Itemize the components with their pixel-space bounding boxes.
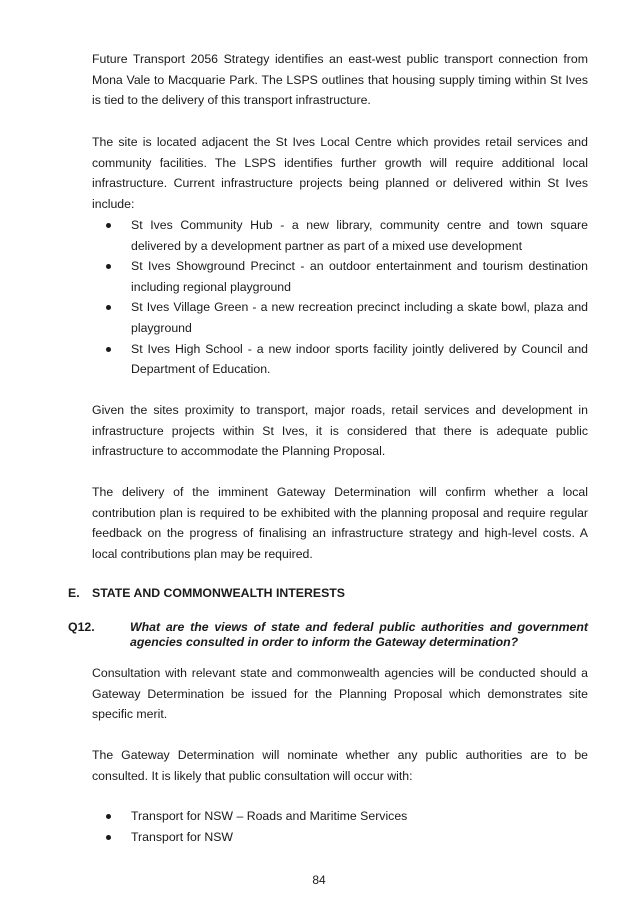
- agencies-list: [92, 806, 588, 847]
- list-item: St Ives Showground Precinct - an outdoor entertainment and tourism destination including regional playground: [92, 256, 588, 297]
- page-number: 84: [312, 873, 326, 887]
- section-heading: [68, 584, 345, 602]
- list-item: Transport for NSW: [92, 827, 588, 848]
- question-number: Q12.: [68, 620, 95, 634]
- paragraph-public-authorities: The Gateway Determination will nominate whether any public authorities are to be consulted. It is likely that public consultation will occur with:: [92, 748, 588, 783]
- list-item: St Ives Village Green - a new recreation precinct including a skate bowl, plaza and playground: [92, 297, 588, 338]
- section-letter: E.: [68, 586, 80, 600]
- paragraph-site-location: The site is located adjacent the St Ives Local Centre which provides retail services and community facilities. The LSPS identifies further growth will require additional local infrastructure. Current infrastructure projects being planned or delivered within St Ives include:: [92, 135, 588, 211]
- question-text: What are the views of state and federal public authorities and government agencies consulted in order to inform the Gateway determination?: [130, 620, 588, 649]
- paragraph-adequate-infrastructure: Given the sites proximity to transport, major roads, retail services and development in infrastructure projects within St Ives, it is considered that there is adequate public infrastructure to accommodate the Planning Proposal.: [92, 403, 588, 459]
- section-title: STATE AND COMMONWEALTH INTERESTS: [92, 586, 345, 600]
- infrastructure-projects-list: [92, 215, 588, 380]
- paragraph-consultation: Consultation with relevant state and commonwealth agencies will be conducted should a Gateway Determination be issued for the Planning Proposal which demonstrates site specific merit.: [92, 666, 588, 722]
- paragraph-gateway-determination: The delivery of the imminent Gateway Determination will confirm whether a local contribution plan is required to be exhibited with the planning proposal and require regular feedback on the progress of finalising an infrastructure strategy and high-level costs. A local contributions plan may be required.: [92, 485, 588, 561]
- bullet-icon: [106, 223, 111, 228]
- list-item: St Ives Community Hub - a new library, community centre and town square delivered by a development partner as part of a mixed use development: [92, 215, 588, 256]
- bullet-icon: [106, 347, 111, 352]
- bullet-icon: [106, 264, 111, 269]
- list-item: St Ives High School - a new indoor sports facility jointly delivered by Council and Department of Education.: [92, 339, 588, 380]
- paragraph-transport-strategy: Future Transport 2056 Strategy identifies an east-west public transport connection from Mona Vale to Macquarie Park. The LSPS outlines that housing supply timing within St Ives is tied to the delivery of this transport infrastructure.: [92, 52, 588, 108]
- bullet-icon: [106, 305, 111, 310]
- bullet-icon: [106, 835, 111, 840]
- list-item: Transport for NSW – Roads and Maritime Services: [92, 806, 588, 827]
- bullet-icon: [106, 814, 111, 819]
